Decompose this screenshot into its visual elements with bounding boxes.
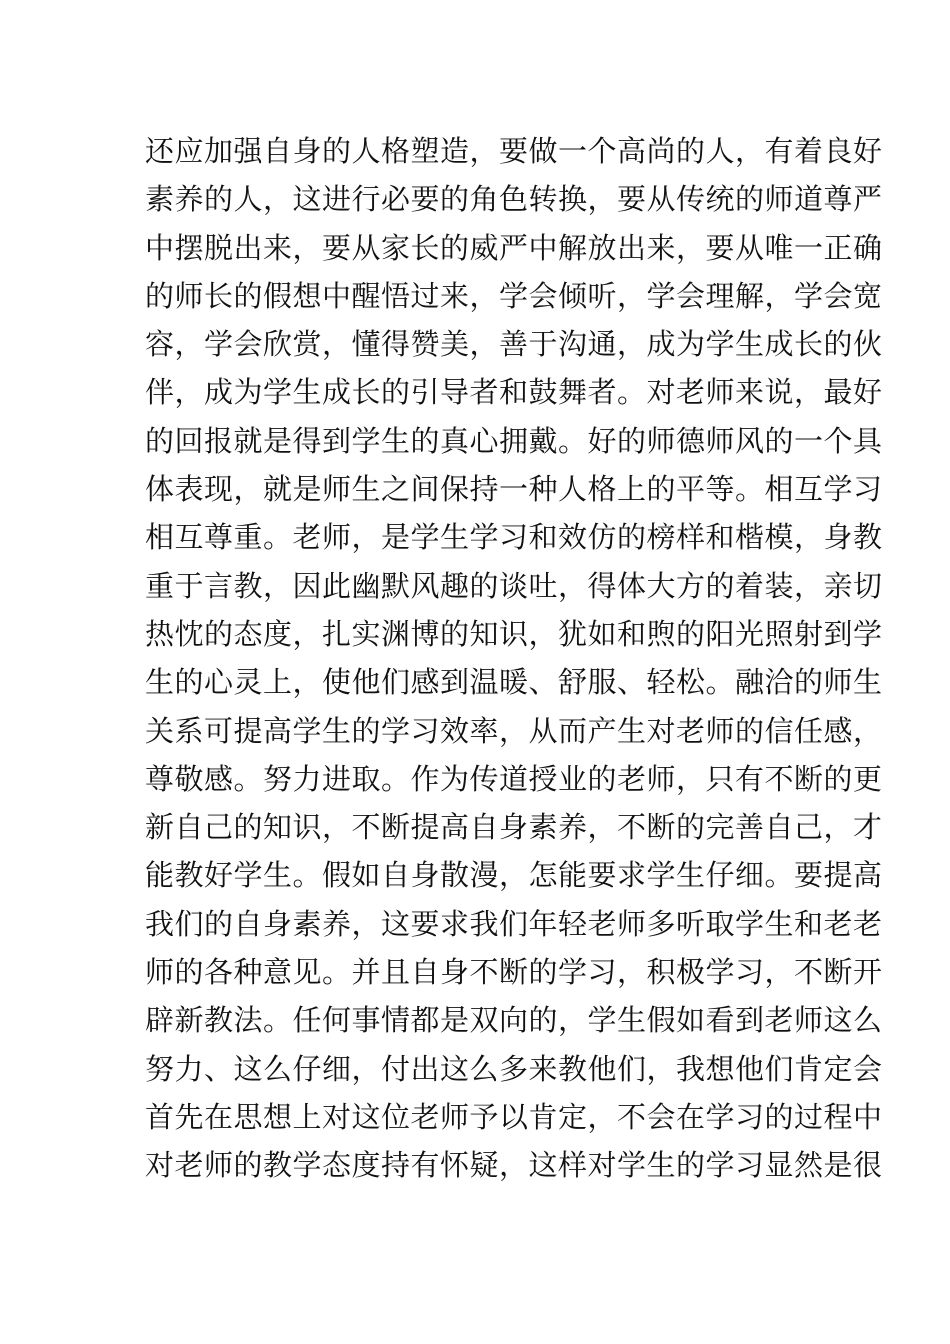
text-line: 伴，成为学生成长的引导者和鼓舞者。对老师来说，最好 (145, 375, 883, 410)
text-line: 的回报就是得到学生的真心拥戴。好的师德师风的一个具 (145, 423, 883, 458)
body-text (145, 127, 883, 1190)
text-line: 尊敬感。努力进取。作为传道授业的老师，只有不断的更 (145, 761, 883, 796)
text-line: 生的心灵上，使他们感到温暖、舒服、轻松。融洽的师生 (145, 665, 883, 700)
text-line: 的师长的假想中醒悟过来，学会倾听，学会理解，学会宽 (145, 278, 883, 313)
text-line: 中摆脱出来，要从家长的威严中解放出来，要从唯一正确 (145, 230, 883, 265)
text-line: 师的各种意见。并且自身不断的学习，积极学习，不断开 (145, 955, 883, 990)
text-line: 辟新教法。任何事情都是双向的，学生假如看到老师这么 (145, 1003, 883, 1038)
text-line: 新自己的知识，不断提高自身素养，不断的完善自己，才 (145, 810, 883, 845)
text-line: 关系可提高学生的学习效率，从而产生对老师的信任感， (145, 713, 883, 748)
text-line: 重于言教，因此幽默风趣的谈吐，得体大方的着装，亲切 (145, 568, 883, 603)
text-line: 素养的人，这进行必要的角色转换，要从传统的师道尊严 (145, 182, 883, 217)
text-line: 我们的自身素养，这要求我们年轻老师多听取学生和老老 (145, 906, 883, 941)
text-line: 相互尊重。老师，是学生学习和效仿的榜样和楷模，身教 (145, 520, 883, 555)
text-line: 还应加强自身的人格塑造，要做一个高尚的人，有着良好 (145, 134, 883, 168)
text-line: 体表现，就是师生之间保持一种人格上的平等。相互学习 (145, 472, 883, 507)
text-line: 能教好学生。假如自身散漫，怎能要求学生仔细。要提高 (145, 858, 883, 893)
text-line: 容，学会欣赏，懂得赞美，善于沟通，成为学生成长的伙 (145, 327, 883, 362)
text-line: 热忱的态度，扎实渊博的知识，犹如和煦的阳光照射到学 (145, 616, 883, 651)
text-line: 首先在思想上对这位老师予以肯定，不会在学习的过程中 (145, 1099, 883, 1134)
text-line: 努力、这么仔细，付出这么多来教他们，我想他们肯定会 (145, 1051, 883, 1086)
text-line: 对老师的教学态度持有怀疑，这样对学生的学习显然是很 (145, 1148, 883, 1183)
